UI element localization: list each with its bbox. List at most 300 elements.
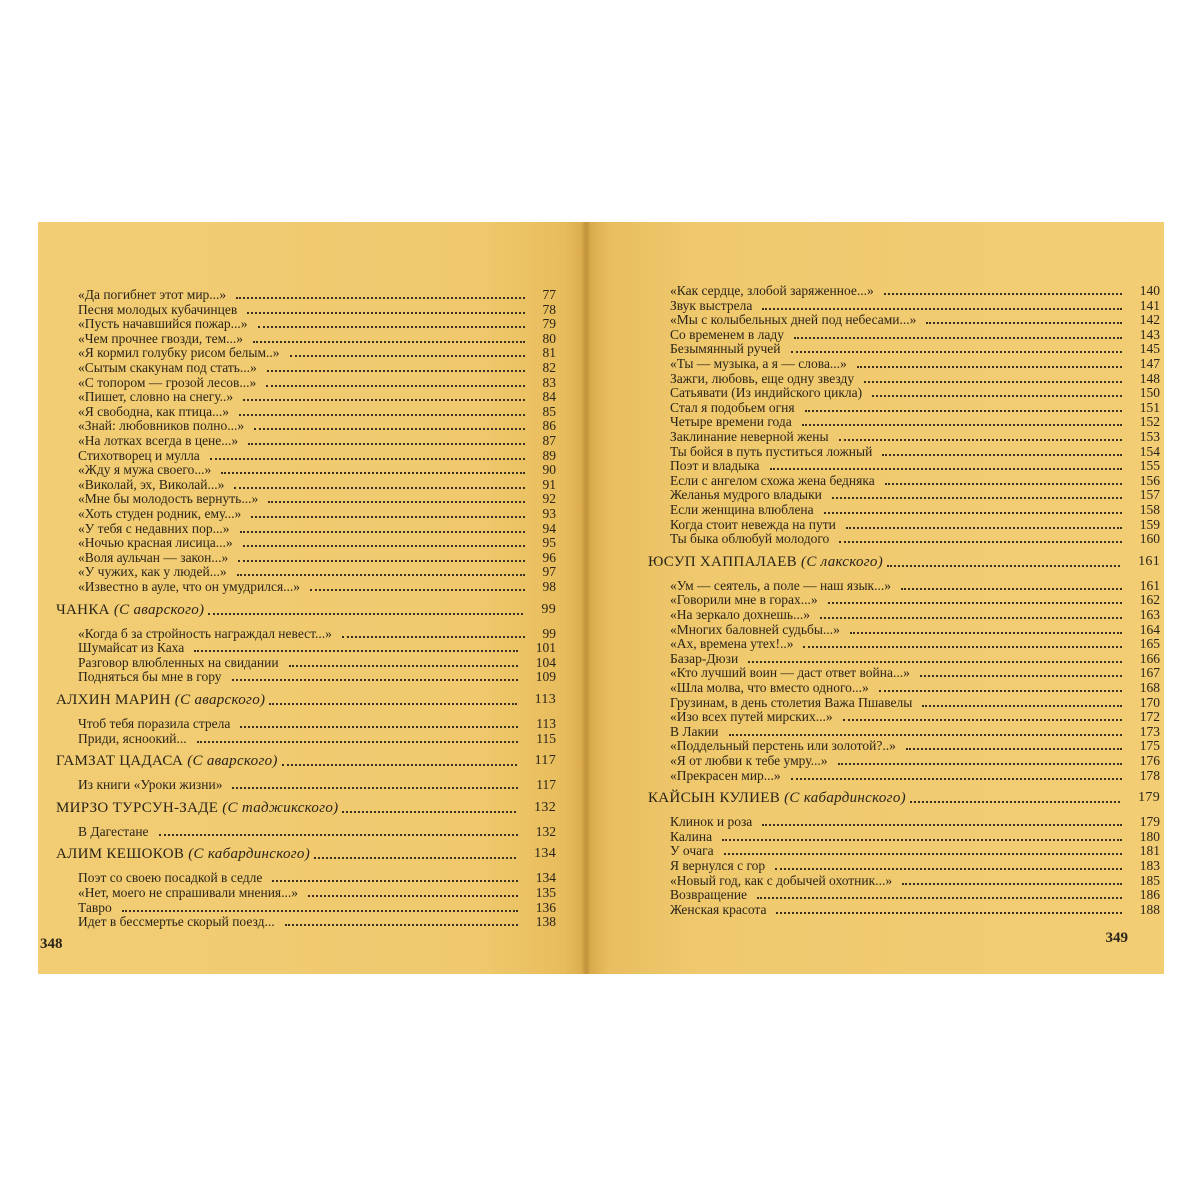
entry-title: «Прекрасен мир...» xyxy=(670,767,781,783)
entry-page-number: 157 xyxy=(1139,487,1160,503)
dot-leader xyxy=(775,866,1122,870)
entry-page-number: 186 xyxy=(1139,887,1160,903)
toc-author-heading xyxy=(56,601,556,619)
toc-author-heading xyxy=(56,845,556,863)
toc-author-heading xyxy=(56,752,556,770)
entry-page-number: 85 xyxy=(542,403,556,419)
entry-title: Ты бойся в путь пуститься ложный xyxy=(670,443,873,459)
toc-author-heading xyxy=(56,691,556,709)
toc-entry xyxy=(670,284,1160,299)
entry-title: «Пусть начавшийся пожар...» xyxy=(78,316,248,332)
dot-leader xyxy=(794,335,1122,339)
toc-entry xyxy=(670,739,1160,754)
entry-page-number: 179 xyxy=(1138,790,1160,806)
dot-leader xyxy=(232,785,518,789)
entry-page-number: 98 xyxy=(542,579,556,594)
dot-leader xyxy=(762,822,1121,826)
entry-page-number: 89 xyxy=(542,447,556,463)
toc-entry xyxy=(670,652,1160,667)
entry-title: «Да погибнет этот мир...» xyxy=(78,287,227,302)
entry-page-number: 81 xyxy=(542,345,556,361)
dot-leader xyxy=(922,703,1121,707)
toc-entry xyxy=(78,825,556,840)
entry-title: Клинок и роза xyxy=(670,814,753,830)
toc-entry xyxy=(78,317,556,332)
entry-title: «Сытым скакунам под стать...» xyxy=(78,360,257,375)
entry-title: Разговор влюбленных на свидании xyxy=(78,654,279,670)
dot-leader xyxy=(308,893,518,897)
entry-page-number: 90 xyxy=(542,462,556,478)
entry-page-number: 99 xyxy=(541,601,556,617)
translation-note: (С аварского) xyxy=(187,753,278,770)
toc-entry xyxy=(78,580,556,595)
entry-page-number: 77 xyxy=(542,287,556,302)
entry-title: «Жду я мужа своего...» xyxy=(78,462,212,478)
dot-leader xyxy=(879,688,1122,692)
entry-page-number: 91 xyxy=(542,476,556,492)
dot-leader xyxy=(803,644,1121,648)
toc-entry xyxy=(78,522,556,537)
author-name-text: АЛХИН МАРИН xyxy=(56,692,171,708)
toc-entry xyxy=(670,844,1160,859)
entry-title: Тавро xyxy=(78,899,112,915)
toc-entry xyxy=(670,903,1160,918)
entry-page-number: 156 xyxy=(1139,472,1160,488)
author-name xyxy=(648,554,883,570)
author-name xyxy=(56,753,278,769)
entry-page-number: 142 xyxy=(1139,312,1160,328)
toc-entry xyxy=(670,430,1160,445)
dot-leader xyxy=(832,495,1122,499)
author-name xyxy=(648,790,906,806)
dot-leader xyxy=(208,611,523,615)
entry-page-number: 99 xyxy=(542,625,556,641)
entry-page-number: 95 xyxy=(542,535,556,551)
entry-page-number: 148 xyxy=(1139,370,1160,386)
author-name-text: ГАМЗАТ ЦАДАСА xyxy=(56,753,184,770)
entry-page-number: 145 xyxy=(1139,341,1160,357)
entry-title: Женская красота xyxy=(670,901,767,917)
toc-entry xyxy=(78,376,556,391)
entry-page-number: 162 xyxy=(1139,592,1160,608)
entry-page-number: 134 xyxy=(535,870,556,886)
entry-page-number: 115 xyxy=(536,730,556,746)
toc-entry xyxy=(78,434,556,449)
dot-leader xyxy=(254,426,524,430)
left-page xyxy=(38,222,586,974)
toc-entry xyxy=(670,342,1160,357)
entry-page-number: 87 xyxy=(542,433,556,448)
toc-entry xyxy=(670,754,1160,769)
toc-entry xyxy=(78,463,556,478)
entry-page-number: 132 xyxy=(535,823,556,839)
dot-leader xyxy=(828,600,1122,604)
dot-leader xyxy=(926,320,1121,324)
dot-leader xyxy=(243,397,524,401)
dot-leader xyxy=(850,630,1122,634)
entry-page-number: 178 xyxy=(1139,767,1160,783)
entry-page-number: 82 xyxy=(542,360,556,375)
dot-leader xyxy=(253,339,525,343)
toc-entry xyxy=(670,386,1160,401)
toc-entry xyxy=(78,778,556,793)
toc-entry xyxy=(670,725,1160,740)
entry-title: «Мне бы молодость вернуть...» xyxy=(78,491,259,507)
dot-leader xyxy=(770,466,1122,470)
entry-title: «Ночью красная лисица...» xyxy=(78,535,233,551)
page-number-right: 349 xyxy=(1105,930,1128,946)
toc-entry xyxy=(670,445,1160,460)
entry-title: Калина xyxy=(670,828,713,844)
entry-page-number: 78 xyxy=(542,301,556,317)
entry-page-number: 167 xyxy=(1139,665,1160,681)
dot-leader xyxy=(901,586,1122,590)
entry-title: «У тебя с недавних пор...» xyxy=(78,520,230,536)
translation-note: (С аварского) xyxy=(113,601,205,618)
entry-page-number: 158 xyxy=(1139,502,1160,517)
entry-title: Если с ангелом схожа жена бедняка xyxy=(670,472,875,488)
dot-leader xyxy=(802,422,1122,426)
entry-page-number: 181 xyxy=(1139,843,1160,859)
toc-entry xyxy=(78,871,556,886)
entry-page-number: 109 xyxy=(535,669,556,685)
toc-entry xyxy=(78,886,556,901)
dot-leader xyxy=(791,349,1122,353)
toc-entry xyxy=(78,303,556,318)
dot-leader xyxy=(722,837,1122,841)
page-number-left: 348 xyxy=(40,936,63,952)
dot-leader xyxy=(839,539,1121,543)
dot-leader xyxy=(884,291,1122,295)
entry-page-number: 96 xyxy=(542,549,556,565)
dot-leader xyxy=(872,393,1122,397)
dot-leader xyxy=(838,761,1122,765)
dot-leader xyxy=(791,776,1122,780)
author-name-text: ЧАНКА xyxy=(56,601,110,618)
dot-leader xyxy=(882,452,1121,456)
dot-leader xyxy=(248,441,524,445)
entry-page-number: 79 xyxy=(542,316,556,332)
entry-page-number: 97 xyxy=(542,564,556,580)
entry-title: Ты быка облюбуй молодого xyxy=(670,531,830,547)
entry-title: Четыре времени года xyxy=(670,414,792,430)
entry-page-number: 166 xyxy=(1139,650,1160,666)
entry-page-number: 136 xyxy=(535,899,556,915)
toc-entry xyxy=(670,874,1160,889)
dot-leader xyxy=(238,558,524,562)
entry-title: «Я от любви к тебе умру...» xyxy=(670,753,828,768)
dot-leader xyxy=(197,739,519,743)
author-name-text: КАЙСЫН КУЛИЕВ xyxy=(648,790,781,807)
toc-entry xyxy=(670,830,1160,845)
dot-leader xyxy=(267,368,525,372)
entry-title: Грузинам, в день столетия Важа Пшавелы xyxy=(670,694,913,710)
dot-leader xyxy=(843,717,1122,721)
dot-leader xyxy=(910,799,1120,803)
toc-entry xyxy=(78,346,556,361)
entry-title: Приди, ясноокий... xyxy=(78,730,187,746)
entry-page-number: 185 xyxy=(1139,872,1160,888)
entry-page-number: 151 xyxy=(1139,399,1160,415)
entry-title: «Мы с колыбельных дней под небесами...» xyxy=(670,312,917,328)
entry-title: Подняться бы мне в гору xyxy=(78,669,222,685)
entry-title: Заклинание неверной жены xyxy=(670,429,829,444)
toc-entry xyxy=(670,518,1160,533)
dot-leader xyxy=(314,855,516,859)
entry-title: Стал я подобьем огня xyxy=(670,399,795,415)
dot-leader xyxy=(310,587,524,591)
toc-entry xyxy=(78,405,556,420)
entry-title: «Хоть студен родник, ему...» xyxy=(78,506,242,521)
entry-page-number: 141 xyxy=(1139,297,1160,313)
toc-entry xyxy=(78,656,556,671)
author-name xyxy=(56,602,204,618)
entry-title: «Когда б за стройность награждал невест...» xyxy=(78,625,332,641)
entry-page-number: 134 xyxy=(534,846,556,862)
entry-title: Чтоб тебя поразила стрела xyxy=(78,716,231,731)
entry-title: «Известно в ауле, что он умудрился...» xyxy=(78,579,301,594)
author-name-text: ЮСУП ХАППАЛАЕВ xyxy=(648,553,797,570)
entry-title: «Чем прочнее гвозди, тем...» xyxy=(78,330,243,346)
toc-entry xyxy=(78,390,556,405)
toc-entry xyxy=(670,488,1160,503)
dot-leader xyxy=(342,634,525,638)
entry-title: В Лакии xyxy=(670,723,719,739)
toc-entry xyxy=(78,419,556,434)
entry-page-number: 188 xyxy=(1139,901,1160,917)
entry-title: «Как сердце, злобой заряженное...» xyxy=(670,283,874,298)
dot-leader xyxy=(857,364,1122,368)
dot-leader xyxy=(268,499,524,503)
toc-entry xyxy=(670,859,1160,874)
entry-page-number: 165 xyxy=(1139,636,1160,652)
entry-title: Базар-Дюзи xyxy=(670,650,739,666)
entry-page-number: 161 xyxy=(1138,553,1160,569)
entry-page-number: 86 xyxy=(542,418,556,434)
entry-title: Из книги «Уроки жизни» xyxy=(78,777,223,793)
dot-leader xyxy=(839,437,1122,441)
dot-leader xyxy=(902,881,1122,885)
entry-page-number: 138 xyxy=(535,914,556,930)
entry-page-number: 92 xyxy=(542,491,556,507)
entry-page-number: 180 xyxy=(1139,828,1160,844)
dot-leader xyxy=(159,832,518,836)
entry-page-number: 163 xyxy=(1139,607,1160,622)
entry-title: Поэт и владыка xyxy=(670,458,760,474)
entry-page-number: 135 xyxy=(535,885,556,900)
book-gutter xyxy=(581,222,591,974)
book-spread xyxy=(38,222,1164,974)
toc-entry xyxy=(670,623,1160,638)
toc-entry xyxy=(670,328,1160,343)
dot-leader xyxy=(820,615,1122,619)
toc-entry xyxy=(670,710,1160,725)
entry-page-number: 84 xyxy=(542,389,556,405)
entry-page-number: 117 xyxy=(534,753,556,769)
entry-title: «Изо всех путей мирских...» xyxy=(670,709,833,725)
entry-title: «Нет, моего не спрашивали мнения...» xyxy=(78,885,299,900)
entry-title: «Кто лучший воин — даст ответ война...» xyxy=(670,665,910,681)
dot-leader xyxy=(824,510,1122,514)
entry-title: «Ты — музыка, а я — слова...» xyxy=(670,356,847,371)
toc-entry xyxy=(78,551,556,566)
dot-leader xyxy=(864,379,1122,383)
toc-entry xyxy=(670,532,1160,547)
entry-page-number: 159 xyxy=(1139,516,1160,532)
entry-page-number: 183 xyxy=(1139,858,1160,873)
entry-page-number: 168 xyxy=(1139,680,1160,695)
toc-entry xyxy=(670,696,1160,711)
dot-leader xyxy=(239,412,525,416)
toc-entry xyxy=(78,717,556,732)
translation-note: (С кабардинского) xyxy=(784,790,906,807)
toc-entry xyxy=(670,474,1160,489)
translation-note: (С аварского) xyxy=(174,692,266,708)
entry-title: Стихотворец и мулла xyxy=(78,447,200,463)
dot-leader xyxy=(247,310,524,314)
entry-page-number: 104 xyxy=(535,654,556,670)
entry-title: Когда стоит невежда на пути xyxy=(670,516,836,532)
entry-title: Желанья мудрого владыки xyxy=(670,487,822,503)
entry-page-number: 173 xyxy=(1139,723,1160,739)
toc-entry xyxy=(78,670,556,685)
entry-page-number: 164 xyxy=(1139,621,1160,637)
toc-entry xyxy=(670,459,1160,474)
entry-title: Безымянный ручей xyxy=(670,341,781,357)
toc-entry xyxy=(78,288,556,303)
toc-entry xyxy=(670,815,1160,830)
dot-leader xyxy=(906,746,1122,750)
dot-leader xyxy=(282,762,517,766)
entry-title: В Дагестане xyxy=(78,823,149,839)
toc-entry xyxy=(670,415,1160,430)
dot-leader xyxy=(243,543,525,547)
toc-entry xyxy=(78,478,556,493)
entry-page-number: 170 xyxy=(1139,694,1160,710)
toc-author-heading xyxy=(648,553,1160,571)
dot-leader xyxy=(269,701,516,705)
toc-entry xyxy=(78,565,556,580)
entry-page-number: 172 xyxy=(1139,709,1160,725)
entry-page-number: 175 xyxy=(1139,738,1160,754)
dot-leader xyxy=(776,910,1121,914)
dot-leader xyxy=(258,324,525,328)
entry-page-number: 93 xyxy=(542,506,556,521)
toc-entry xyxy=(670,888,1160,903)
dot-leader xyxy=(805,408,1122,412)
dot-leader xyxy=(290,353,525,357)
entry-title: Я вернулся с гор xyxy=(670,858,766,873)
entry-title: «Ах, времена утех!..» xyxy=(670,636,794,652)
toc-entry xyxy=(78,732,556,747)
dot-leader xyxy=(846,525,1122,529)
dot-leader xyxy=(210,456,525,460)
entry-page-number: 155 xyxy=(1139,458,1160,474)
entry-page-number: 147 xyxy=(1139,356,1160,371)
toc-entry xyxy=(670,357,1160,372)
toc-entry xyxy=(670,769,1160,784)
entry-page-number: 132 xyxy=(534,799,556,815)
entry-page-number: 83 xyxy=(542,374,556,390)
dot-leader xyxy=(236,295,524,299)
entry-title: Возвращение xyxy=(670,887,748,903)
dot-leader xyxy=(234,485,524,489)
toc-entry xyxy=(78,915,556,930)
toc-entry xyxy=(78,536,556,551)
entry-title: «Новый год, как с добычей охотник...» xyxy=(670,872,893,888)
dot-leader xyxy=(729,732,1122,736)
entry-title: Идет в бессмертье скорый поезд... xyxy=(78,914,275,930)
entry-title: Сатьявати (Из индийского цикла) xyxy=(670,385,863,401)
entry-page-number: 160 xyxy=(1139,531,1160,547)
entry-page-number: 94 xyxy=(542,520,556,536)
toc-entry xyxy=(78,332,556,347)
dot-leader xyxy=(342,809,516,813)
dot-leader xyxy=(240,724,518,728)
toc-entry xyxy=(670,593,1160,608)
entry-title: Шумайсат из Каха xyxy=(78,640,185,656)
entry-page-number: 113 xyxy=(536,716,556,731)
entry-page-number: 176 xyxy=(1139,753,1160,768)
entry-page-number: 80 xyxy=(542,330,556,346)
toc-entry xyxy=(78,627,556,642)
toc-entry xyxy=(670,503,1160,518)
toc-entry xyxy=(670,372,1160,387)
author-name-text: АЛИМ КЕШОКОВ xyxy=(56,846,185,863)
toc-entry xyxy=(670,401,1160,416)
dot-leader xyxy=(272,878,517,882)
author-name-text: МИРЗО ТУРСУН-ЗАДЕ xyxy=(56,799,219,816)
toc-entry xyxy=(670,579,1160,594)
toc-entry xyxy=(78,641,556,656)
dot-leader xyxy=(251,514,524,518)
entry-page-number: 179 xyxy=(1139,814,1160,830)
toc-entry xyxy=(78,901,556,916)
toc-author-heading xyxy=(648,789,1160,807)
dot-leader xyxy=(237,572,525,576)
entry-title: «Шла молва, что вместо одного...» xyxy=(670,680,869,695)
dot-leader xyxy=(289,663,518,667)
entry-title: «Пишет, словно на снегу..» xyxy=(78,389,234,405)
entry-page-number: 140 xyxy=(1139,283,1160,298)
entry-title: Песня молодых кубачинцев xyxy=(78,301,238,317)
entry-title: У очага xyxy=(670,843,714,859)
entry-title: «С топором — грозой лесов...» xyxy=(78,374,257,390)
entry-page-number: 161 xyxy=(1139,577,1160,593)
entry-title: «Говорили мне в горах...» xyxy=(670,592,818,608)
entry-page-number: 117 xyxy=(536,777,556,793)
entry-title: Звук выстрела xyxy=(670,297,753,313)
entry-page-number: 101 xyxy=(535,640,556,656)
dot-leader xyxy=(194,648,518,652)
dot-leader xyxy=(122,908,518,912)
dot-leader xyxy=(266,383,524,387)
entry-page-number: 153 xyxy=(1139,429,1160,444)
entry-title: «Знай: любовников полно...» xyxy=(78,418,245,434)
entry-page-number: 154 xyxy=(1139,443,1160,459)
toc-entry xyxy=(78,361,556,376)
author-name xyxy=(56,800,338,816)
entry-title: «Виколай, эх, Виколай...» xyxy=(78,476,225,492)
entry-title: Если женщина влюблена xyxy=(670,502,814,517)
toc-entry xyxy=(78,449,556,464)
toc-entry xyxy=(670,681,1160,696)
entry-title: «Многих баловней судьбы...» xyxy=(670,621,840,637)
dot-leader xyxy=(887,563,1120,567)
toc-entry xyxy=(78,492,556,507)
dot-leader xyxy=(240,529,525,533)
toc-entry xyxy=(670,299,1160,314)
